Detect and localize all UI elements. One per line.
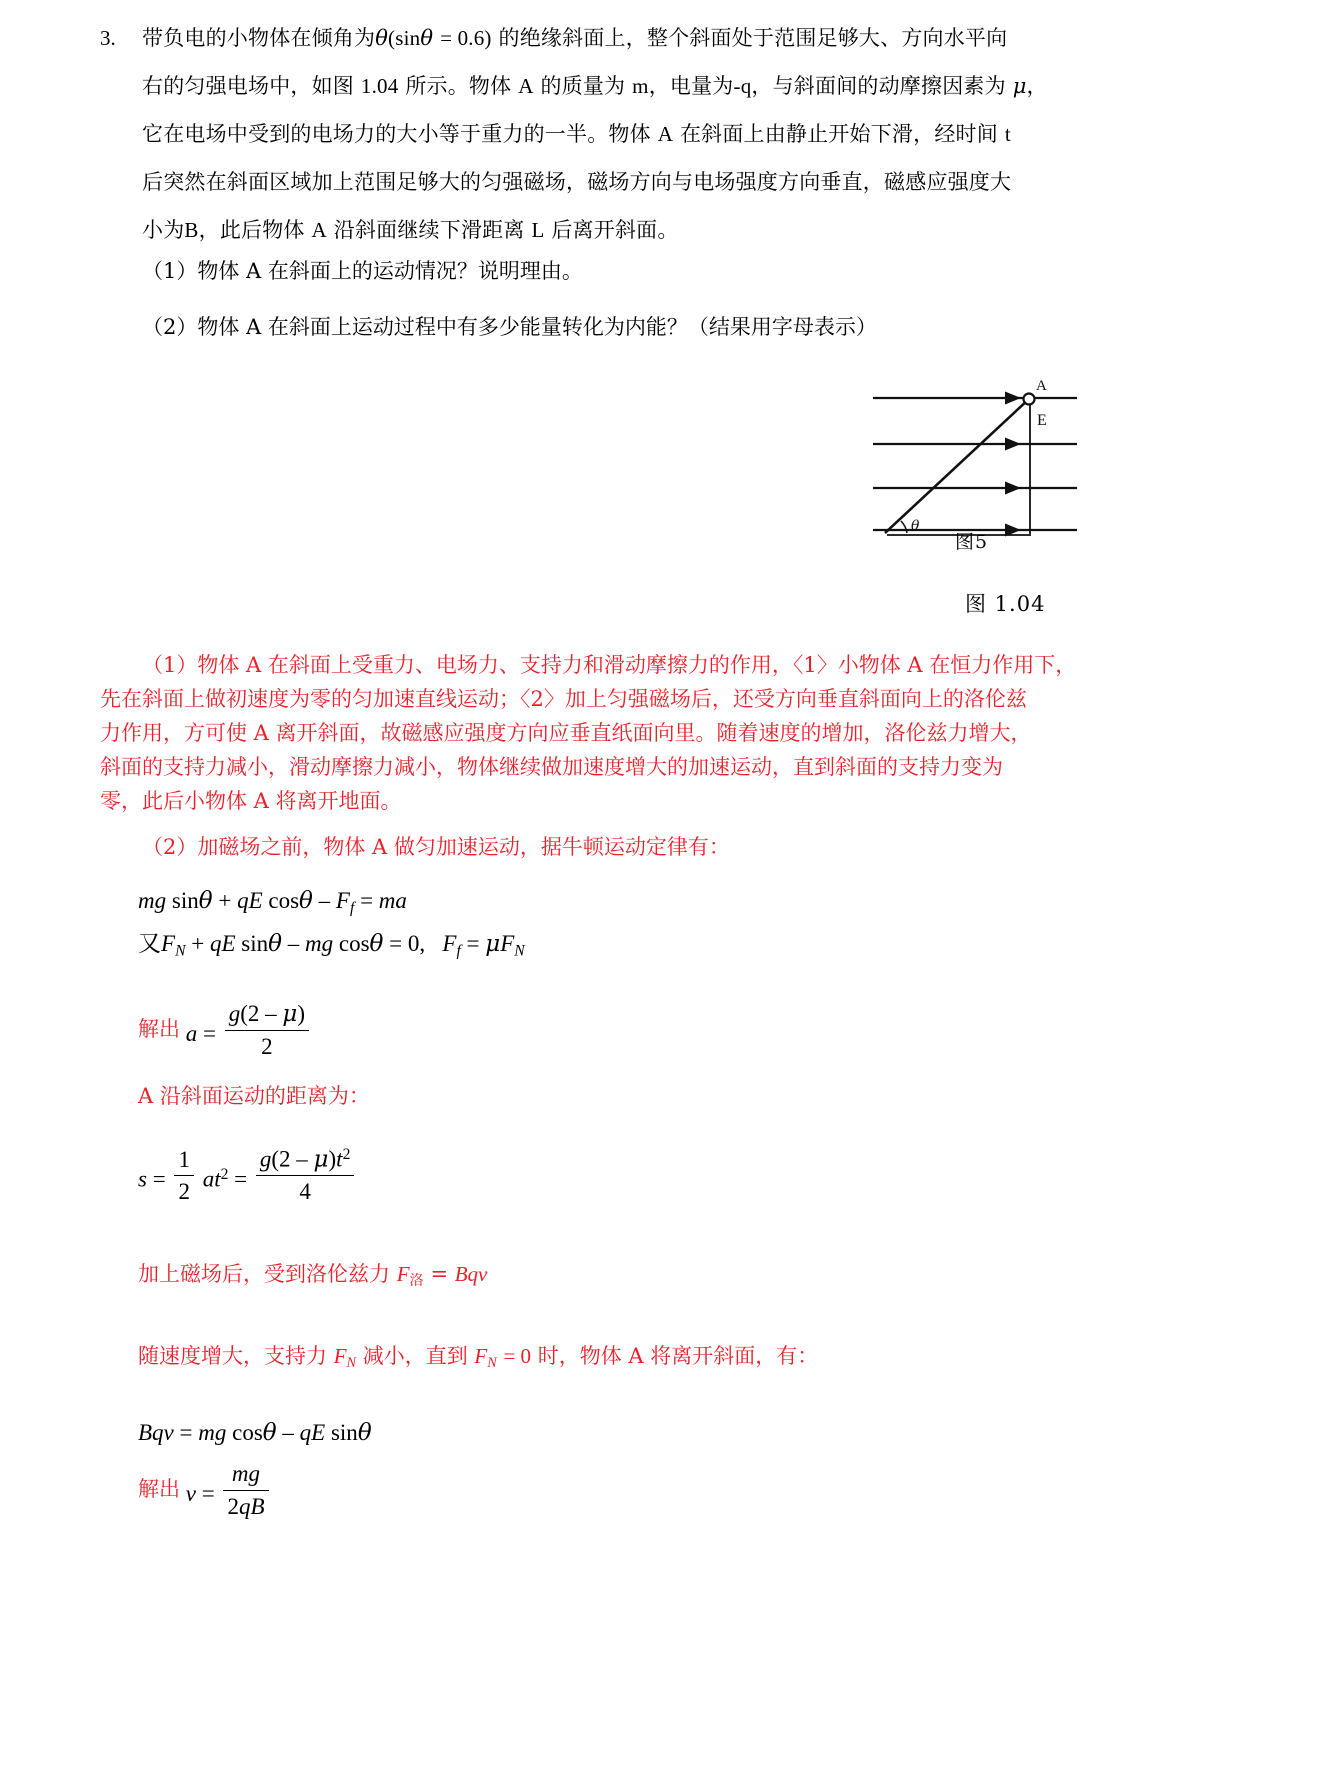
- problem-number: 3.: [100, 26, 116, 50]
- label-leave-b: 减小，直到: [362, 1344, 468, 1368]
- label-solve-v: 解出: [138, 1477, 180, 1502]
- arrowhead-1: [1005, 392, 1021, 405]
- equation-distance-s: s = $\frac{1}{2}$ $at^2$ = $\frac{g(2 - \mu)t^2}{4}$: [138, 1145, 357, 1207]
- equation-leave-condition: Bqv = mg cosθ – qE sinθ: [138, 1420, 372, 1446]
- symbol-normal-force: $F_N$: [333, 1343, 357, 1371]
- solution-part2-intro: （2）加磁场之前，物体 A 做匀加速运动，据牛顿运动定律有：: [142, 835, 730, 859]
- angle-arc: [901, 521, 907, 533]
- label-leave-a: 随速度增大，支持力: [138, 1344, 327, 1368]
- solution-p1-line-5: 零，此后小物体 A 将离开地面。: [100, 789, 402, 813]
- solution-part1: [100, 648, 1220, 818]
- arrowhead-2: [1005, 438, 1021, 451]
- solution-lorentz-line: [138, 1258, 487, 1289]
- block-a-marker: [1024, 394, 1035, 405]
- sub-question-1: （1）物体 A 在斜面上的运动情况？说明理由。: [142, 259, 583, 283]
- label-field-e: E: [1037, 412, 1047, 429]
- solution-leave-incline-line: [138, 1340, 818, 1371]
- label-angle-theta: θ: [911, 518, 920, 534]
- label-solve-a: 解出: [138, 1017, 180, 1042]
- stem-line-1: 带负电的小物体在倾角为θ(sinθ = 0.6) 的绝缘斜面上，整个斜面处于范围足够大、方向水平向: [142, 26, 1008, 50]
- diagram-svg: [855, 378, 1085, 548]
- figure-inner-caption: 图5: [955, 531, 989, 553]
- equation-velocity-v: 解出 v = $\frac{mg}{2qB}$: [138, 1460, 272, 1522]
- incline-field-diagram: [855, 378, 1085, 548]
- solution-p1-line-1: （1）物体 A 在斜面上受重力、电场力、支持力和滑动摩擦力的作用，〈1〉小物体 A 在恒力作用下，: [142, 653, 1077, 677]
- equation-newton-perpendicular: 又$F_N$ + qE sinθ – mg cosθ = 0, $F_f = \mu F_N$: [138, 931, 525, 960]
- solution-p1-line-2: 先在斜面上做初速度为零的匀加速直线运动；〈2〉加上匀强磁场后，还受方向垂直斜面向上的洛伦兹: [100, 687, 1027, 711]
- stem-line-3: 它在电场中受到的电场力的大小等于重力的一半。物体 A 在斜面上由静止开始下滑，经时间 t: [142, 122, 1011, 146]
- label-leave-c: 时，物体 A 将离开斜面，有：: [537, 1344, 819, 1368]
- stem-line-5: 小为B，此后物体 A 沿斜面继续下滑距离 L 后离开斜面。: [142, 218, 679, 242]
- problem-text: [142, 14, 1210, 254]
- arrowhead-3: [1005, 482, 1021, 495]
- incline-surface: [885, 398, 1030, 533]
- problem-stem: [100, 14, 1210, 254]
- sub-question-2: （2）物体 A 在斜面上运动过程中有多少能量转化为内能？（结果用字母表示）: [142, 315, 877, 339]
- stem-line-2: 右的匀强电场中，如图 1.04 所示。物体 A 的质量为 m，电量为-q，与斜面间的动摩擦因素为 μ，: [142, 74, 1048, 98]
- equation-newton-along-incline: mg sinθ + qE cosθ – $F_f$ = ma: [138, 888, 407, 917]
- solution-p1-line-3: 力作用，方可使 A 离开斜面，故磁感应强度方向应垂直纸面向里。随着速度的增加，洛伦兹力增大，: [100, 721, 1032, 745]
- label-block-a: A: [1036, 378, 1047, 394]
- equation-lorentz-force: $F_洛$ = Bqv: [396, 1261, 488, 1289]
- stem-line-4: 后突然在斜面区域加上范围足够大的匀强磁场，磁场方向与电场强度方向垂直，磁感应强度大: [142, 170, 1012, 194]
- label-distance-along-incline: A 沿斜面运动的距离为：: [138, 1084, 370, 1108]
- solution-p1-line-4: 斜面的支持力减小，滑动摩擦力减小，物体继续做加速度增大的加速运动，直到斜面的支持力变为: [100, 755, 1003, 779]
- figure-outer-caption: 图 1.04: [965, 592, 1046, 616]
- label-lorentz-text: 加上磁场后，受到洛伦兹力: [138, 1262, 390, 1286]
- equation-acceleration: 解出 a = $\frac{g(2 - \mu)}{2}$: [138, 1000, 312, 1062]
- equation-normal-force-zero: $F_N = 0$: [474, 1343, 532, 1371]
